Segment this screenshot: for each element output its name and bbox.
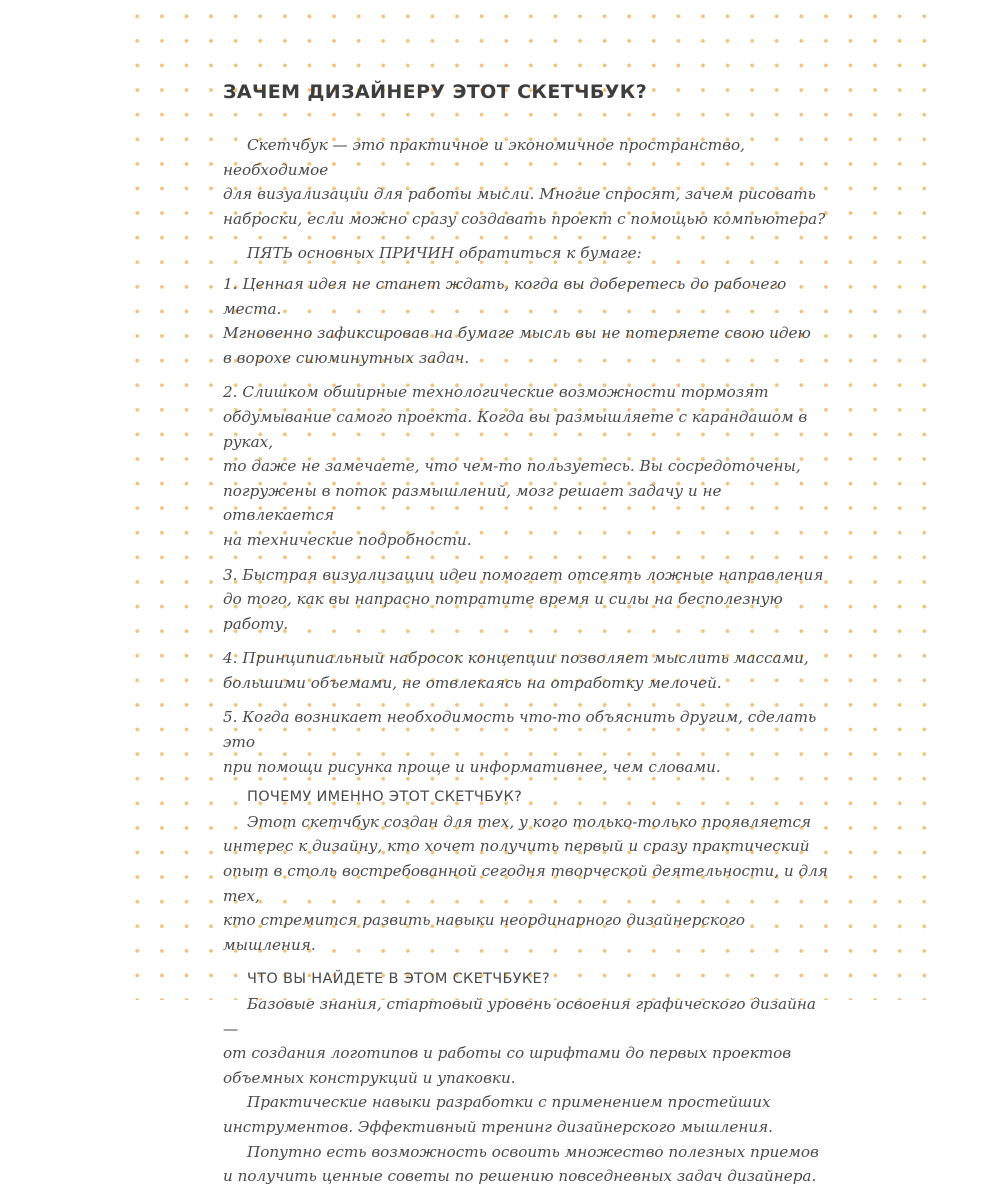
reason-item-3: 3. Быстрая визуализации идеи помогает отсеять ложные направления до того, как вы напрасно потратите время и силы на бесполезную работу. xyxy=(223,565,824,633)
reason-item-4: 4. Принципиальный набросок концепции позволяет мыслить массами, большими объемами, не отвлекаясь на отработку мелочей. xyxy=(223,649,809,692)
reason-item-5: 5. Когда возникает необходимость что-то объяснить другим, сделать это при помощи рисунка проще и информативнее, чем словами. xyxy=(223,708,817,776)
dotted-sketchbook-page xyxy=(122,0,938,1186)
find-heading: ЧТО ВЫ НАЙДЕТЕ В ЭТОМ СКЕТЧБУКЕ? xyxy=(247,971,550,988)
intro-paragraph: Скетчбук — это практичное и экономичное пространство, необходимое для визуализации для работы мысли. Многие спросят, зачем рисовать наброски, если можно сразу создавать проект с помощью компьютера? xyxy=(223,136,826,228)
reason-item-1: 1. Ценная идея не станет ждать, когда вы доберетесь до рабочего места. Мгновенно зафиксировав на бумаге мысль вы не потеряете свою идею в ворохе сиюминутных задач. xyxy=(223,274,811,367)
reasons-heading: ПЯТЬ основных ПРИЧИН обратиться к бумаге: xyxy=(247,244,642,263)
page-title: ЗАЧЕМ ДИЗАЙНЕРУ ЭТОТ СКЕТЧБУК? xyxy=(223,81,648,103)
reason-item-2: 2. Слишком обширные технологические возможности тормозят обдумывание самого проекта. Когда вы размышляете с карандашом в руках, то даже не замечаете, что чем-то пользуетесь. Вы сосредоточены, погружены в поток размышлений, мозг решает задачу и не отвлекается на технические подробности. xyxy=(223,383,808,549)
page-content xyxy=(223,78,835,1189)
why-paragraph: Этот скетчбук создан для тех, у кого только-только проявляется интерес к дизайну, кто хочет получить первый и сразу практический опыт в столь востребованной сегодня творческой деятельности, и для тех, кто стремится развить навыки неординарного дизайнерского мышления. xyxy=(223,812,828,954)
find-paragraph-2: Практические навыки разработки с применением простейших инструментов. Эффективный тренинг дизайнерского мышления. xyxy=(223,1093,773,1136)
find-paragraph-1: Базовые знания, стартовый уровень освоения графического дизайна — от создания логотипов и работы со шрифтами до первых проектов объемных конструкций и упаковки. xyxy=(223,995,816,1087)
why-heading: ПОЧЕМУ ИМЕННО ЭТОТ СКЕТЧБУК? xyxy=(247,789,523,806)
find-paragraph-3: Попутно есть возможность освоить множество полезных приемов и получить ценные советы по решению повседневных задач дизайнера. xyxy=(223,1142,819,1186)
